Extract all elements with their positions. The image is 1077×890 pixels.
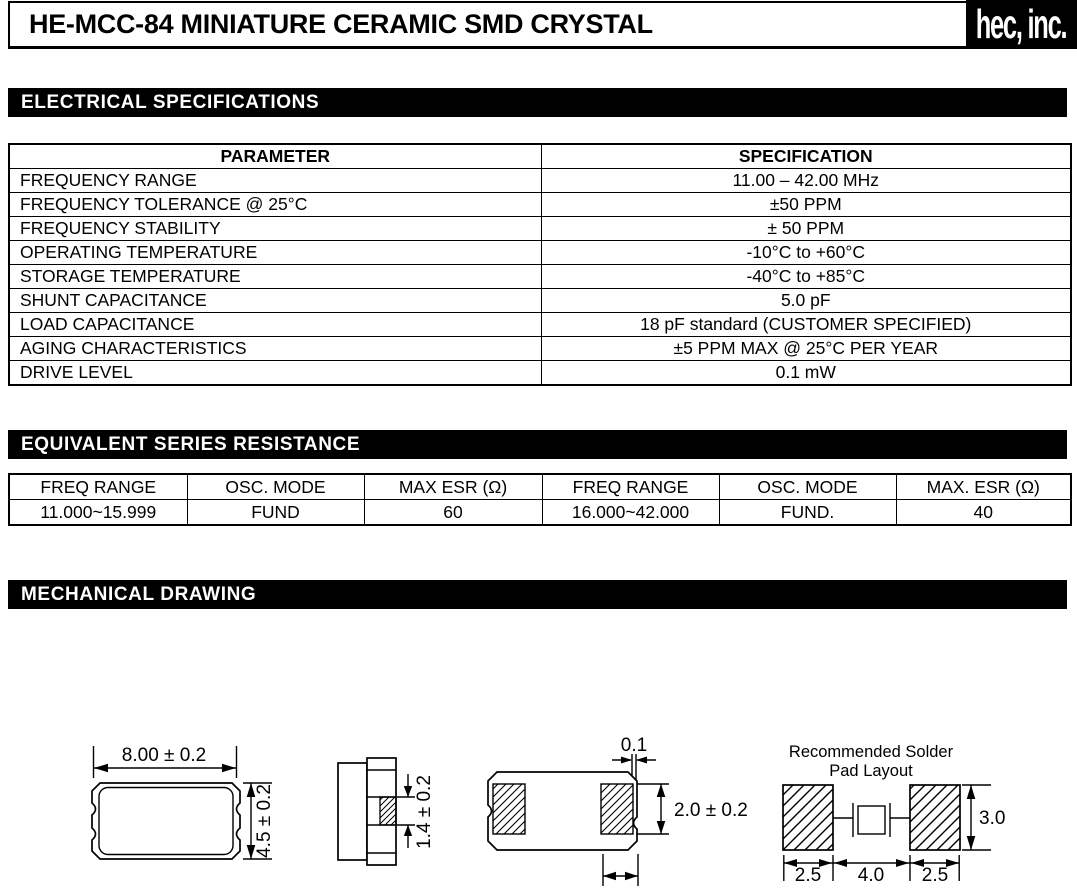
parameter-cell: OPERATING TEMPERATURE [9, 241, 541, 265]
page-title: HE-MCC-84 MINIATURE CERAMIC SMD CRYSTAL [29, 9, 653, 39]
equivalent-series-resistance-table [8, 473, 1072, 526]
table-row [9, 169, 1071, 193]
pad-layout-right-pad-dimension: 2.5 [921, 865, 949, 886]
osc-mode-cell: FUND [187, 500, 364, 526]
table-row [9, 313, 1071, 337]
column-header-osc-mode: OSC. MODE [187, 474, 364, 500]
parameter-cell: AGING CHARACTERISTICS [9, 337, 541, 361]
recommended-pad-left [783, 785, 833, 850]
section-header-electrical-specifications: ELECTRICAL SPECIFICATIONS [8, 88, 1067, 117]
column-header-max-esr: MAX ESR (Ω) [364, 474, 542, 500]
solder-pad-left-bottom-view [493, 784, 525, 834]
package-body-side-view [338, 763, 367, 860]
table-header-row [9, 144, 1071, 169]
parameter-cell: LOAD CAPACITANCE [9, 313, 541, 337]
table-row [9, 500, 1071, 526]
bottom-view-edge-gap-dimension: 0.1 [620, 735, 648, 756]
solder-pad-layout-drawing [783, 743, 1005, 886]
column-header-freq-range: FREQ RANGE [9, 474, 187, 500]
solder-pad-right-bottom-view [601, 784, 633, 834]
company-logo [966, 0, 1077, 49]
pad-layout-title-line1: Recommended Solder [788, 743, 954, 761]
electrode-cross-section [380, 797, 396, 825]
section-header-mechanical-drawing: MECHANICAL DRAWING [8, 580, 1067, 609]
specification-cell: ±5 PPM MAX @ 25°C PER YEAR [541, 337, 1071, 361]
column-header-osc-mode: OSC. MODE [719, 474, 896, 500]
specification-cell: 11.00 – 42.00 MHz [541, 169, 1071, 193]
section-header-equivalent-series-resistance: EQUIVALENT SERIES RESISTANCE [8, 430, 1067, 459]
table-row [9, 265, 1071, 289]
freq-range-cell: 11.000~15.999 [9, 500, 187, 526]
max-esr-cell: 40 [896, 500, 1071, 526]
specification-cell: 0.1 mW [541, 361, 1071, 386]
specification-cell: -10°C to +60°C [541, 241, 1071, 265]
top-view-width-dimension: 8.00 ± 0.2 [121, 745, 207, 766]
crystal-symbol [833, 803, 910, 837]
max-esr-cell: 60 [364, 500, 542, 526]
pad-layout-left-pad-dimension: 2.5 [794, 865, 822, 886]
specification-cell: 5.0 pF [541, 289, 1071, 313]
specification-cell: -40°C to +85°C [541, 265, 1071, 289]
pad-layout-title-line2: Pad Layout [829, 762, 913, 780]
table-row [9, 217, 1071, 241]
table-row [9, 289, 1071, 313]
parameter-cell: DRIVE LEVEL [9, 361, 541, 386]
side-view-drawing [338, 758, 435, 865]
parameter-cell: FREQUENCY TOLERANCE @ 25°C [9, 193, 541, 217]
column-header-parameter: PARAMETER [9, 144, 541, 169]
bottom-view-pad-width-dimension: 2.0 ± 0.2 [674, 800, 748, 821]
parameter-cell: FREQUENCY STABILITY [9, 217, 541, 241]
recommended-pad-right [910, 785, 960, 850]
top-view-drawing [92, 745, 275, 859]
osc-mode-cell: FUND. [719, 500, 896, 526]
pad-layout-height-dimension: 3.0 [979, 808, 1006, 829]
parameter-cell: FREQUENCY RANGE [9, 169, 541, 193]
freq-range-cell: 16.000~42.000 [542, 500, 719, 526]
column-header-max-esr: MAX. ESR (Ω) [896, 474, 1071, 500]
specification-cell: ±50 PPM [541, 193, 1071, 217]
parameter-cell: SHUNT CAPACITANCE [9, 289, 541, 313]
specification-cell: ± 50 PPM [541, 217, 1071, 241]
bottom-view-drawing [488, 735, 748, 886]
title-box [8, 1, 1069, 49]
side-view-thickness-dimension: 1.4 ± 0.2 [414, 775, 435, 849]
table-row [9, 361, 1071, 386]
table-row [9, 241, 1071, 265]
electrical-specifications-table [8, 143, 1072, 386]
mechanical-drawing-canvas [0, 610, 1077, 890]
parameter-cell: STORAGE TEMPERATURE [9, 265, 541, 289]
table-header-row [9, 474, 1071, 500]
column-header-specification: SPECIFICATION [541, 144, 1071, 169]
table-row [9, 193, 1071, 217]
company-logo-text: hec, inc. [976, 1, 1067, 47]
specification-cell: 18 pF standard (CUSTOMER SPECIFIED) [541, 313, 1071, 337]
package-outline-top-view [92, 783, 240, 859]
column-header-freq-range: FREQ RANGE [542, 474, 719, 500]
table-row [9, 337, 1071, 361]
pad-layout-center-gap-dimension: 4.0 [857, 865, 885, 886]
top-view-height-dimension: 4.5 ± 0.2 [254, 784, 275, 858]
